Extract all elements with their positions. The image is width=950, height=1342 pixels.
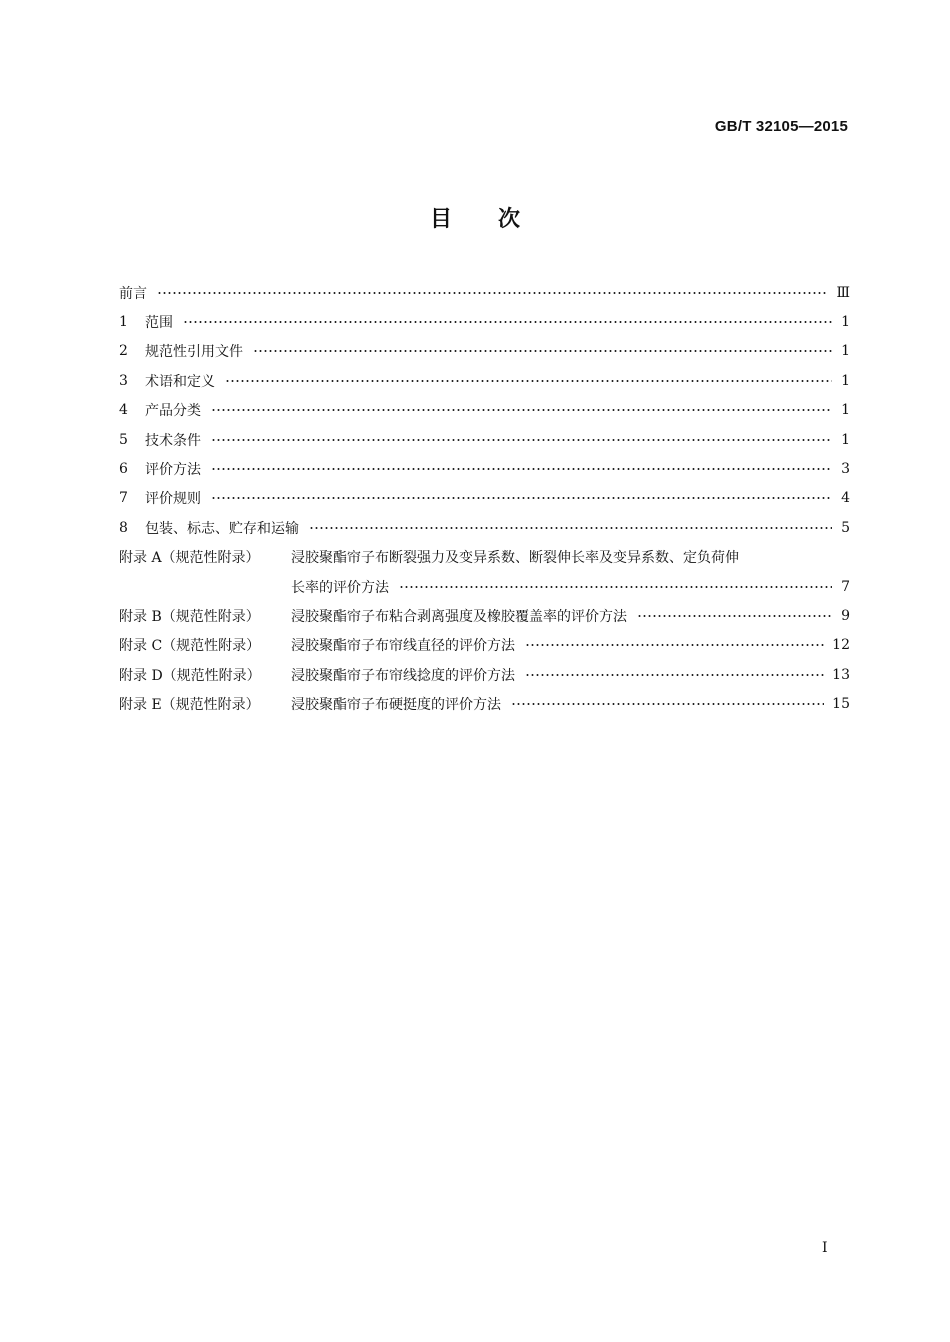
- toc-entry-page: 1: [841, 314, 850, 331]
- toc-annex-b[interactable]: [119, 601, 850, 630]
- toc-entry-page: 7: [841, 578, 850, 595]
- toc-entry-title: 评价方法: [145, 462, 201, 479]
- toc-entry-page: 5: [841, 519, 850, 536]
- dot-leader: [211, 491, 832, 505]
- toc-entry-page: 15: [832, 696, 850, 713]
- toc-entry-7[interactable]: [119, 484, 850, 513]
- dot-leader: [525, 638, 824, 652]
- dot-leader: [211, 433, 832, 447]
- toc-annex-label: 附录 D（规范性附录）: [119, 667, 261, 684]
- toc-entry-8[interactable]: [119, 513, 850, 542]
- dot-leader: [211, 462, 832, 476]
- dot-leader: [225, 374, 832, 388]
- dot-leader: [525, 668, 824, 682]
- toc-annex-title: 浸胶聚酯帘子布粘合剥离强度及橡胶覆盖率的评价方法: [291, 608, 627, 625]
- toc-annex-title: 浸胶聚酯帘子布断裂强力及变异系数、断裂伸长率及变异系数、定负荷伸: [291, 550, 739, 567]
- toc-annex-a-continued[interactable]: [119, 572, 850, 601]
- dot-leader: [637, 609, 832, 623]
- toc-entry-5[interactable]: [119, 425, 850, 454]
- toc-annex-label: 附录 B（规范性附录）: [119, 608, 260, 625]
- toc-entry-page: Ⅲ: [836, 284, 850, 301]
- toc-entry-page: 1: [841, 372, 850, 389]
- toc-annex-title: 浸胶聚酯帘子布硬挺度的评价方法: [291, 697, 501, 714]
- dot-leader: [399, 580, 832, 594]
- toc-entry-4[interactable]: [119, 396, 850, 425]
- toc-entry-page: 4: [841, 490, 850, 507]
- toc-annex-label: 附录 A（规范性附录）: [119, 550, 260, 567]
- toc-entry-page: 9: [841, 607, 850, 624]
- toc-entry-2[interactable]: [119, 337, 850, 366]
- toc-entry-title: 产品分类: [145, 403, 201, 420]
- dot-leader: [309, 521, 832, 535]
- toc-entry-page: 1: [841, 431, 850, 448]
- toc-entry-number: 1: [119, 314, 128, 331]
- toc-annex-c[interactable]: [119, 631, 850, 660]
- table-of-contents: [119, 278, 850, 719]
- dot-leader: [157, 286, 828, 300]
- toc-entry-number: 2: [119, 343, 128, 360]
- toc-entry-title: 包装、标志、贮存和运输: [145, 520, 299, 537]
- toc-annex-title: 浸胶聚酯帘子布帘线直径的评价方法: [291, 638, 515, 655]
- toc-entry-3[interactable]: [119, 366, 850, 395]
- toc-entry-title: 评价规则: [145, 491, 201, 508]
- toc-entry-page: 12: [832, 637, 850, 654]
- toc-annex-title: 浸胶聚酯帘子布帘线捻度的评价方法: [291, 667, 515, 684]
- toc-annex-a[interactable]: [119, 543, 850, 572]
- toc-entry-title: 规范性引用文件: [145, 344, 243, 361]
- toc-annex-label: 附录 E（规范性附录）: [119, 697, 260, 714]
- toc-entry-number: 4: [119, 402, 128, 419]
- dot-leader: [253, 344, 832, 358]
- dot-leader: [183, 315, 832, 329]
- toc-entry-page: 13: [832, 666, 850, 683]
- toc-entry-title: 术语和定义: [145, 373, 215, 390]
- dot-leader: [211, 403, 832, 417]
- toc-entry-number: 8: [119, 519, 128, 536]
- toc-entry-page: 1: [841, 402, 850, 419]
- toc-entry-number: 3: [119, 372, 128, 389]
- toc-annex-e[interactable]: [119, 689, 850, 718]
- toc-annex-label: 附录 C（规范性附录）: [119, 638, 261, 655]
- toc-entry-title: 范围: [145, 315, 173, 332]
- toc-annex-d[interactable]: [119, 660, 850, 689]
- toc-entry-title: 前言: [119, 285, 147, 302]
- toc-title-part2: 次: [498, 207, 521, 232]
- toc-entry-number: 5: [119, 431, 128, 448]
- toc-entry-6[interactable]: [119, 454, 850, 483]
- toc-entry-foreword[interactable]: [119, 278, 850, 307]
- toc-title-part1: 目: [429, 207, 452, 232]
- standard-code: GB/T 32105—2015: [714, 118, 848, 135]
- dot-leader: [511, 697, 824, 711]
- toc-entry-page: 1: [841, 343, 850, 360]
- toc-entry-1[interactable]: [119, 307, 850, 336]
- toc-entry-title: 技术条件: [145, 432, 201, 449]
- page-number: I: [822, 1240, 828, 1256]
- toc-entry-number: 6: [119, 461, 128, 478]
- toc-entry-page: 3: [841, 461, 850, 478]
- toc-entry-number: 7: [119, 490, 128, 507]
- toc-annex-title: 长率的评价方法: [291, 579, 389, 596]
- toc-title: [0, 202, 950, 233]
